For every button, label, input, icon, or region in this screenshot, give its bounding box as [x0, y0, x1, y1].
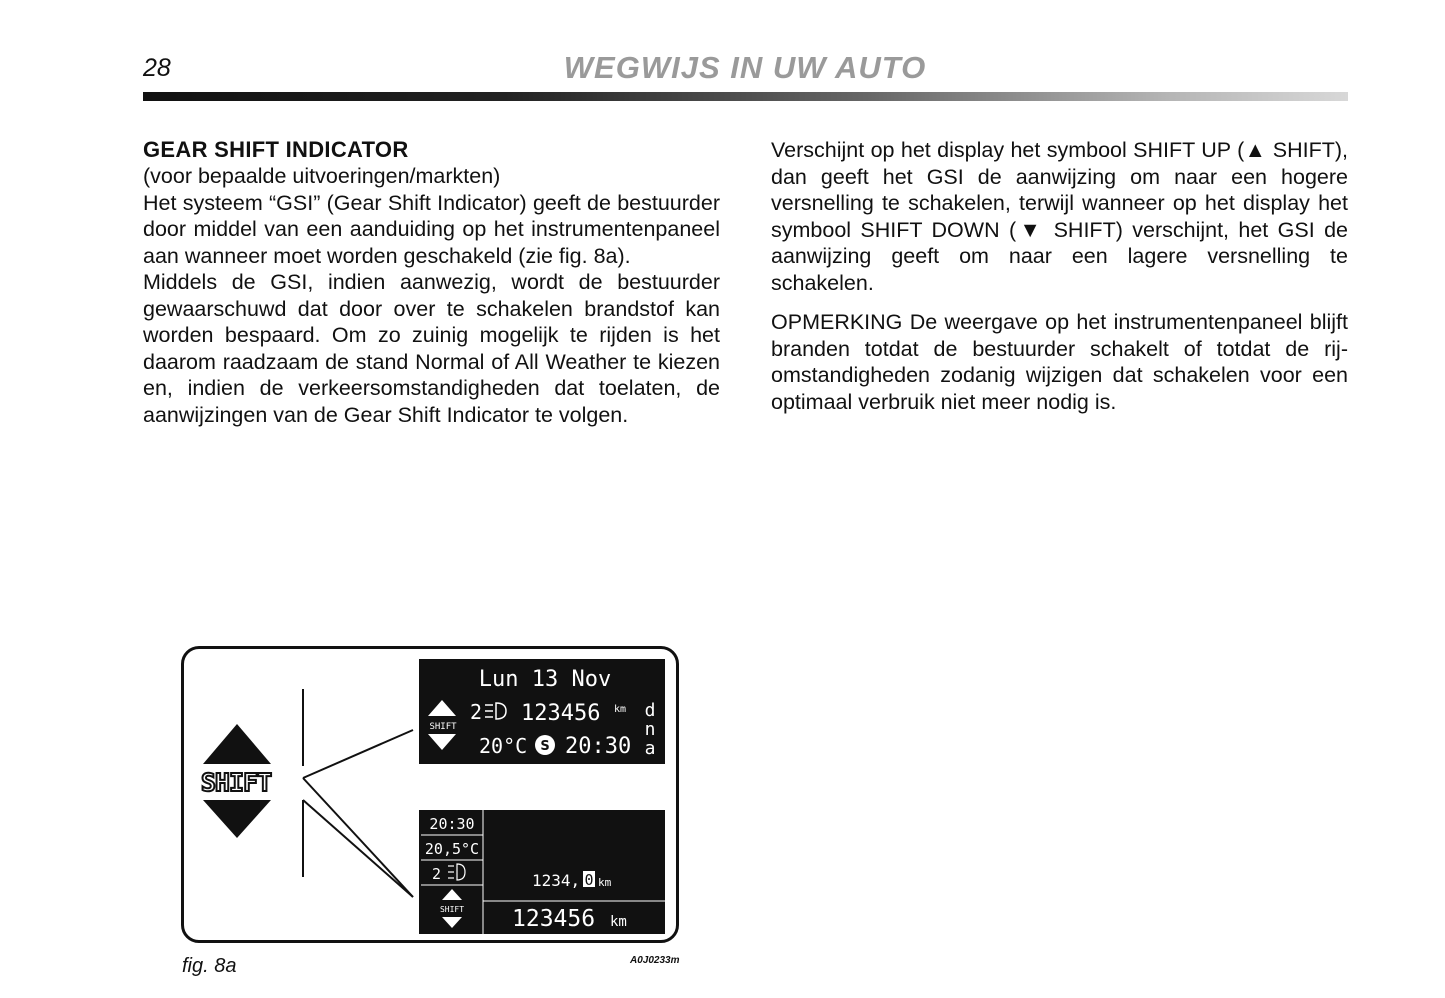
shift-down-arrow-icon [203, 800, 271, 838]
bottom-trip-decimal: 0 [584, 871, 594, 889]
display-temperature: 20°C [479, 734, 528, 758]
shift-up-arrow-icon [203, 724, 271, 764]
display-clock: 20:30 [565, 734, 632, 759]
page-number: 28 [143, 54, 171, 82]
bottom-shift-label: SHIFT [439, 905, 465, 914]
display-date: Lun 13 Nov [478, 667, 612, 692]
figure-code: A0J0233m [630, 955, 680, 966]
bottom-clock: 20:30 [429, 815, 475, 833]
paragraph: Middels de GSI, indien aanwezig, wordt de bestuurder gewaarschuwd dat door over te schakelen brandstof kan worden bespaard. Om zo zuinig mogelijk te rijden is het daarom raadzaam de stand Normal of All Weather te kiezen en, indien de verkeersomstandigheden dat toelaten, de aanwijzingen van de Gear Shift Indicator te volgen. [143, 270, 720, 427]
paragraph: Verschijnt op het display het symbool SHIFT UP (▲ SHIFT), dan geeft het GSI de aanwijzing om naar een hogere versnelling te schakelen, terwijl wanneer op het display het symbool SHIFT DOWN (▼ SHIFT) verschijnt, het GSI de aanwijzing geeft om naar een lagere versnelling te schakelen. [771, 138, 1348, 295]
pointer-lines [303, 689, 413, 897]
bottom-trip-unit: km [598, 876, 612, 889]
dna-a: a [644, 738, 656, 759]
figure-caption: fig. 8a [182, 955, 237, 977]
bottom-trip-value: 1234, [532, 871, 581, 890]
note-paragraph: OPMERKING De weergave op het instrumentenpaneel blijft branden totdat de bestuurder schakelt of totdat de rij-omstandigheden zodanig wijzigen dat schakelen voor een optimaal verbruik niet meer nodig is. [771, 310, 1348, 414]
running-head: WEGWIJS IN UW AUTO [563, 50, 927, 85]
bottom-light-level: 2 [432, 865, 442, 883]
section-title: GEAR SHIFT INDICATOR [143, 137, 409, 162]
bottom-odometer: 123456 [512, 906, 596, 932]
dna-d: d [644, 700, 656, 721]
bottom-odometer-unit: km [610, 914, 627, 930]
dna-n: n [644, 719, 656, 740]
display-odometer-unit: km [614, 704, 627, 715]
display-light-level: 2 [470, 700, 483, 724]
big-shift-label: SHIFT [200, 768, 272, 797]
display-odometer: 123456 [521, 701, 601, 726]
display-shift-label: SHIFT [429, 722, 457, 732]
paragraph: Het systeem “GSI” (Gear Shift Indicator) geeft de bestuurder door middel van een aanduiding op het instrumentenpaneel aan wanneer moet worden geschakeld (zie fig. 8a). [143, 190, 720, 268]
section-subtitle: (voor bepaalde uitvoeringen/markten) [143, 164, 501, 188]
s-badge-label: S [540, 739, 550, 754]
bottom-temperature: 20,5°C [424, 840, 480, 858]
